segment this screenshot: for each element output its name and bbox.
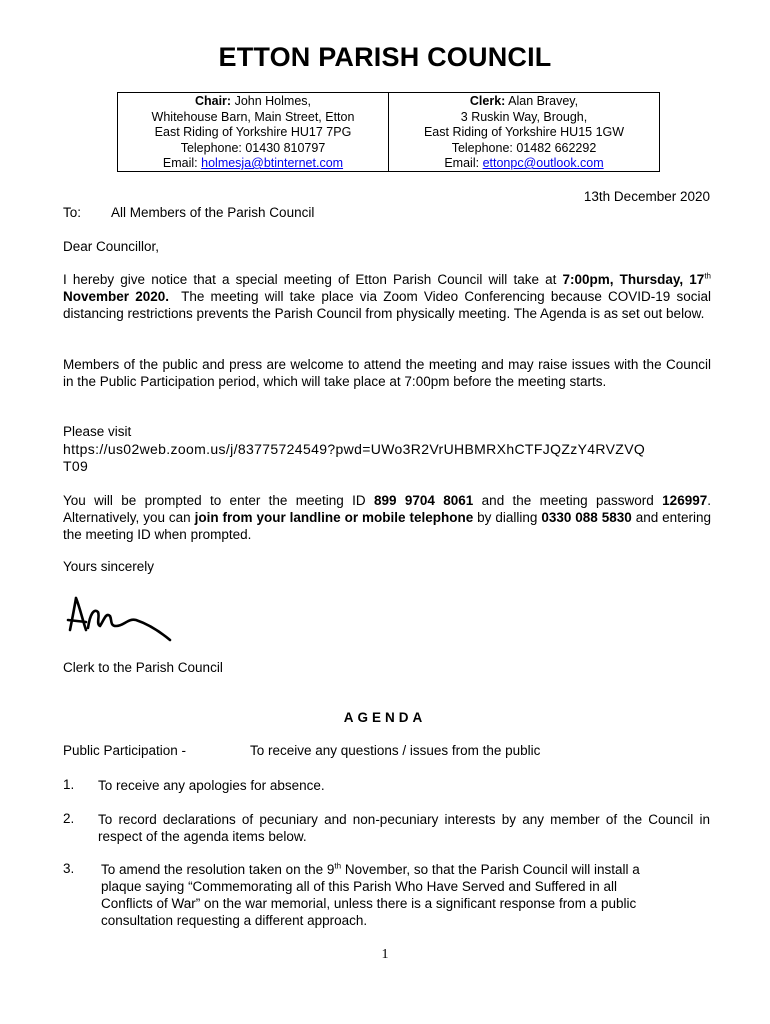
clerk-address-1: 3 Ruskin Way, Brough,: [460, 109, 588, 124]
prompt-text-4: by dialling: [477, 510, 538, 525]
signatory: Clerk to the Parish Council: [63, 660, 223, 675]
agenda-item-text: To record declarations of pecuniary and non-pecuniary interests by any member of the Council in respect of the agenda items below.: [98, 812, 710, 844]
chair-address-2: East Riding of Yorkshire HU17 7PG: [154, 125, 352, 139]
prompt-paragraph: [63, 492, 711, 543]
join-by-phone: join from your landline or mobile telephone: [194, 510, 474, 525]
meeting-password: 126997: [662, 493, 708, 508]
meeting-id: 899 9704 8061: [374, 493, 474, 508]
chair-label: Chair:: [194, 94, 232, 108]
zoom-url-line-2[interactable]: T09: [63, 458, 89, 474]
to-recipients: All Members of the Parish Council: [111, 205, 315, 220]
chair-address-1: Whitehouse Barn, Main Street, Etton: [151, 109, 355, 124]
clerk-contact: [389, 93, 659, 171]
clerk-label: Clerk:: [469, 94, 506, 108]
agenda-item-3-part-b: November, so that the Parish Council will install a plaque saying “Commemorating all of this Parish Who Have Served and Suffered in all Conflicts of War” on the war memorial, unless there is a significant response from a public consultation requesting a different approach.: [101, 862, 640, 928]
clerk-name: Alan Bravey,: [508, 94, 579, 108]
signature-image: [66, 590, 176, 644]
chair-contact: [118, 93, 389, 171]
clerk-address-2: East Riding of Yorkshire HU15 1GW: [423, 125, 625, 139]
document-title: ETTON PARISH COUNCIL: [218, 42, 552, 72]
chair-email-label: Email:: [162, 156, 198, 170]
dial-in-number: 0330 088 5830: [541, 510, 632, 525]
clerk-email-label: Email:: [444, 156, 480, 170]
clerk-telephone: Telephone: 01482 662292: [451, 140, 597, 155]
public-paragraph: Members of the public and press are welcome to attend the meeting and may raise issues with the Council in the Public Participation period, which will take place at 7:00pm before the meeting starts.: [63, 357, 711, 389]
agenda-item-number: 1.: [63, 777, 75, 792]
public-participation-text: To receive any questions / issues from the public: [250, 743, 541, 758]
public-participation-label: Public Participation -: [63, 743, 187, 758]
notice-time: 7:00pm, Thursday, 17: [562, 272, 705, 287]
contact-table: [117, 92, 660, 172]
to-label: To:: [63, 205, 82, 220]
please-visit: Please visit: [63, 424, 132, 439]
prompt-text-3: . Alternatively, you can: [63, 493, 711, 525]
prompt-text-5: and entering the meeting ID when prompted.: [63, 510, 711, 542]
notice-rest: The meeting will take place via Zoom Video Conferencing because COVID-19 social distancing restrictions prevents the Parish Council from physically meeting. The Agenda is as set out below.: [63, 289, 711, 321]
agenda-item-3-part-a: To amend the resolution taken on the 9: [101, 862, 335, 877]
salutation: Dear Councillor,: [63, 239, 160, 254]
notice-date-suffix: th: [704, 271, 711, 281]
prompt-text-1: You will be prompted to enter the meeting ID: [63, 493, 366, 508]
agenda-item-3-suffix: th: [334, 861, 342, 871]
closing: Yours sincerely: [63, 559, 155, 574]
clerk-email-link[interactable]: ettonpc@outlook.com: [482, 156, 604, 170]
chair-telephone: Telephone: 01430 810797: [180, 140, 326, 155]
agenda-item-number: 2.: [63, 811, 75, 826]
chair-email-link[interactable]: holmesja@btinternet.com: [201, 156, 344, 170]
notice-intro: I hereby give notice that a special meeting of Etton Parish Council will take at: [63, 272, 557, 287]
zoom-url-line-1[interactable]: https://us02web.zoom.us/j/83775724549?pwd=UWo3R2VrUHBMRXhCTFJQZzY4RVZVQ: [63, 441, 646, 457]
letter-date: 13th December 2020: [583, 189, 710, 204]
agenda-item-text: [101, 861, 661, 929]
agenda-item-text: To receive any apologies for absence.: [98, 778, 325, 793]
page-number: 1: [381, 947, 389, 962]
notice-paragraph: [63, 271, 711, 322]
agenda-heading: AGENDA: [343, 710, 427, 725]
notice-date: November 2020.: [63, 289, 169, 304]
agenda-item-number: 3.: [63, 861, 75, 876]
chair-name: John Holmes,: [234, 94, 312, 108]
prompt-text-2: and the meeting password: [481, 493, 654, 508]
